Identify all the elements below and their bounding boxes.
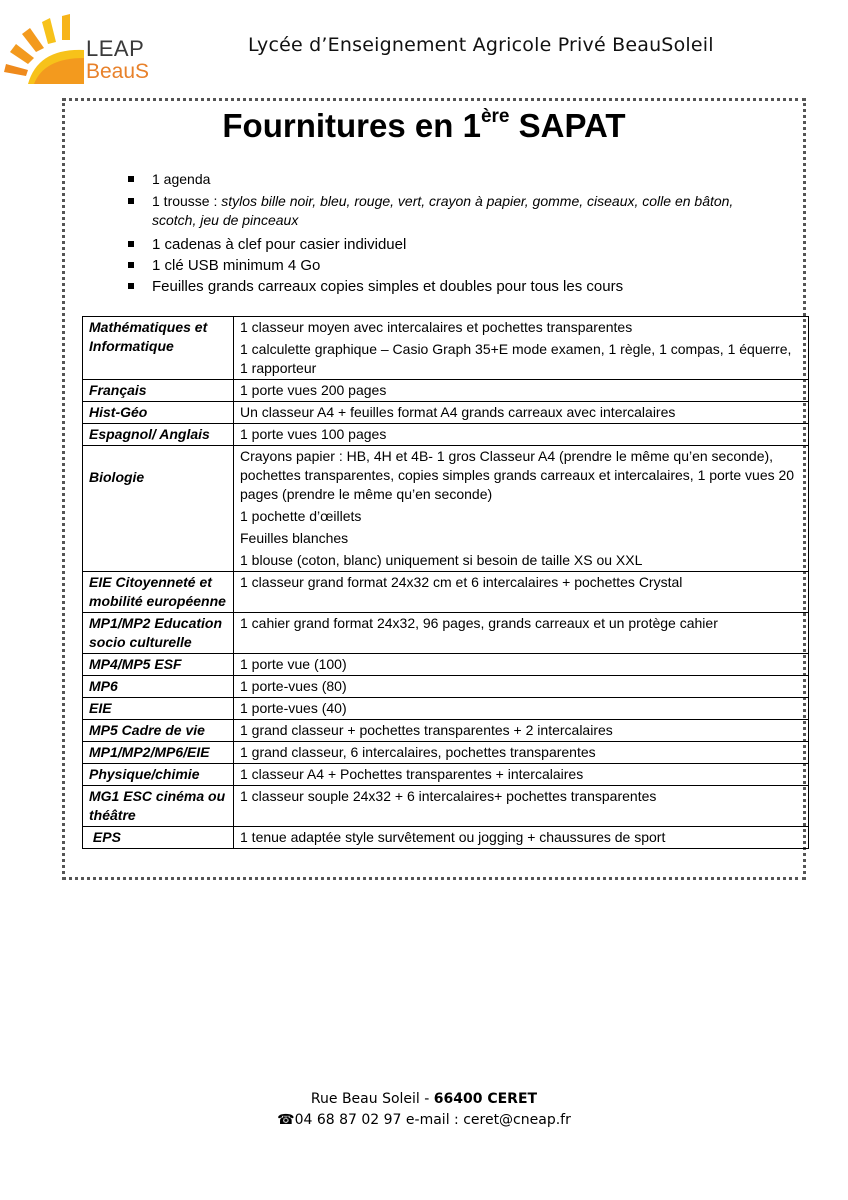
- table-row: [83, 380, 809, 402]
- subject-cell: Français: [83, 380, 234, 402]
- items-cell: [234, 317, 809, 380]
- title-rest: SAPAT: [509, 107, 626, 144]
- list-item: 1 cadenas à clef pour casier individuel: [126, 235, 766, 254]
- items-cell: [234, 676, 809, 698]
- item-line: 1 classeur souple 24x32 + 6 intercalaires+ pochettes transparentes: [240, 788, 657, 804]
- item-line: 1 porte vues 100 pages: [240, 426, 387, 442]
- item-line: 1 porte vues 200 pages: [240, 382, 387, 398]
- table-row: [83, 402, 809, 424]
- item-line: 1 porte-vues (80): [240, 678, 347, 694]
- items-cell: [234, 742, 809, 764]
- phone-icon: ☎: [277, 1112, 295, 1128]
- table-row: [83, 424, 809, 446]
- subject-cell: Hist-Géo: [83, 402, 234, 424]
- title-superscript: ère: [480, 106, 510, 127]
- item-line: 1 grand classeur, 6 intercalaires, pochettes transparentes: [240, 744, 596, 760]
- items-cell: [234, 698, 809, 720]
- items-cell: [234, 402, 809, 424]
- items-cell: [234, 380, 809, 402]
- logo-text-line2: BeauS: [86, 60, 150, 83]
- title-main: Fournitures en 1: [222, 107, 481, 144]
- item-line: 1 tenue adaptée style survêtement ou jogging + chaussures de sport: [240, 829, 666, 845]
- footer-contact: ☎04 68 87 02 97 e-mail : ceret@cneap.fr: [277, 1112, 571, 1128]
- items-cell: [234, 654, 809, 676]
- items-cell: [234, 786, 809, 827]
- table-row: [83, 827, 809, 849]
- list-item: 1 agenda: [126, 170, 766, 189]
- item-line: 1 blouse (coton, blanc) uniquement si besoin de taille XS ou XXL: [240, 552, 643, 568]
- table-row: [83, 720, 809, 742]
- supplies-list: [126, 170, 766, 298]
- subject-cell: Biologie: [83, 446, 234, 572]
- table-row: [83, 654, 809, 676]
- item-line: 1 pochette d’œillets: [240, 508, 362, 524]
- item-line: 1 porte vue (100): [240, 656, 347, 672]
- subject-cell: MP1/MP2 Education socio culturelle: [83, 613, 234, 654]
- item-line: Un classeur A4 + feuilles format A4 grands carreaux avec intercalaires: [240, 404, 676, 420]
- subject-cell: Espagnol/ Anglais: [83, 424, 234, 446]
- table-row: [83, 742, 809, 764]
- table-row: [83, 572, 809, 613]
- items-cell: [234, 764, 809, 786]
- item-line: Crayons papier : HB, 4H et 4B- 1 gros Classeur A4 (prendre le même qu’en seconde), pochettes transparentes, copies simples grands carreaux et intercalaires, 1 porte vues 20 pages (prendre le même qu’en seconde): [240, 448, 795, 502]
- table-row: [83, 446, 809, 572]
- trousse-detail: stylos bille noir, bleu, rouge, vert, crayon à papier, gomme, ciseaux, colle en bâton, scotch, jeu de pinceaux: [152, 193, 734, 228]
- items-cell: [234, 613, 809, 654]
- item-line: 1 calculette graphique – Casio Graph 35+E mode examen, 1 règle, 1 compas, 1 équerre, 1 rapporteur: [240, 341, 792, 376]
- item-line: 1 cahier grand format 24x32, 96 pages, grands carreaux et un protège cahier: [240, 615, 718, 631]
- list-item: 1 trousse : stylos bille noir, bleu, rouge, vert, crayon à papier, gomme, ciseaux, colle en bâton, scotch, jeu de pinceaux: [126, 192, 766, 230]
- table-row: [83, 698, 809, 720]
- items-cell: [234, 827, 809, 849]
- item-line: Feuilles blanches: [240, 530, 349, 546]
- item-line: 1 classeur moyen avec intercalaires et pochettes transparentes: [240, 319, 633, 335]
- table-row: [83, 764, 809, 786]
- items-cell: [234, 424, 809, 446]
- subject-cell: EIE: [83, 698, 234, 720]
- supplies-table: [82, 316, 809, 849]
- subject-cell: MP1/MP2/MP6/EIE: [83, 742, 234, 764]
- subject-cell: Physique/chimie: [83, 764, 234, 786]
- list-item: Feuilles grands carreaux copies simples et doubles pour tous les cours: [126, 277, 766, 296]
- school-name: Lycée d’Enseignement Agricole Privé BeauSoleil: [248, 34, 714, 56]
- page-title: [0, 106, 848, 145]
- subject-cell: EPS: [83, 827, 234, 849]
- subject-cell: Mathématiques et Informatique: [83, 317, 234, 380]
- table-row: [83, 786, 809, 827]
- footer-postal: 66400 CERET: [433, 1091, 538, 1107]
- subject-cell: MP5 Cadre de vie: [83, 720, 234, 742]
- item-line: 1 porte-vues (40): [240, 700, 347, 716]
- subject-cell: MP6: [83, 676, 234, 698]
- item-line: 1 classeur A4 + Pochettes transparentes + intercalaires: [240, 766, 584, 782]
- items-cell: [234, 446, 809, 572]
- footer-address: Rue Beau Soleil - 66400 CERET: [310, 1091, 538, 1107]
- sun-logo-icon: [4, 12, 94, 92]
- item-line: 1 grand classeur + pochettes transparentes + 2 intercalaires: [240, 722, 613, 738]
- subject-cell: MP4/MP5 ESF: [83, 654, 234, 676]
- logo-text-line1: LEAP: [86, 36, 145, 61]
- list-item: 1 clé USB minimum 4 Go: [126, 256, 766, 275]
- subject-cell: MG1 ESC cinéma ou théâtre: [83, 786, 234, 827]
- items-cell: [234, 572, 809, 613]
- table-row: [83, 613, 809, 654]
- table-row: [83, 676, 809, 698]
- subject-cell: EIE Citoyenneté et mobilité européenne: [83, 572, 234, 613]
- table-row: [83, 317, 809, 380]
- items-cell: [234, 720, 809, 742]
- item-line: 1 classeur grand format 24x32 cm et 6 intercalaires + pochettes Crystal: [240, 574, 683, 590]
